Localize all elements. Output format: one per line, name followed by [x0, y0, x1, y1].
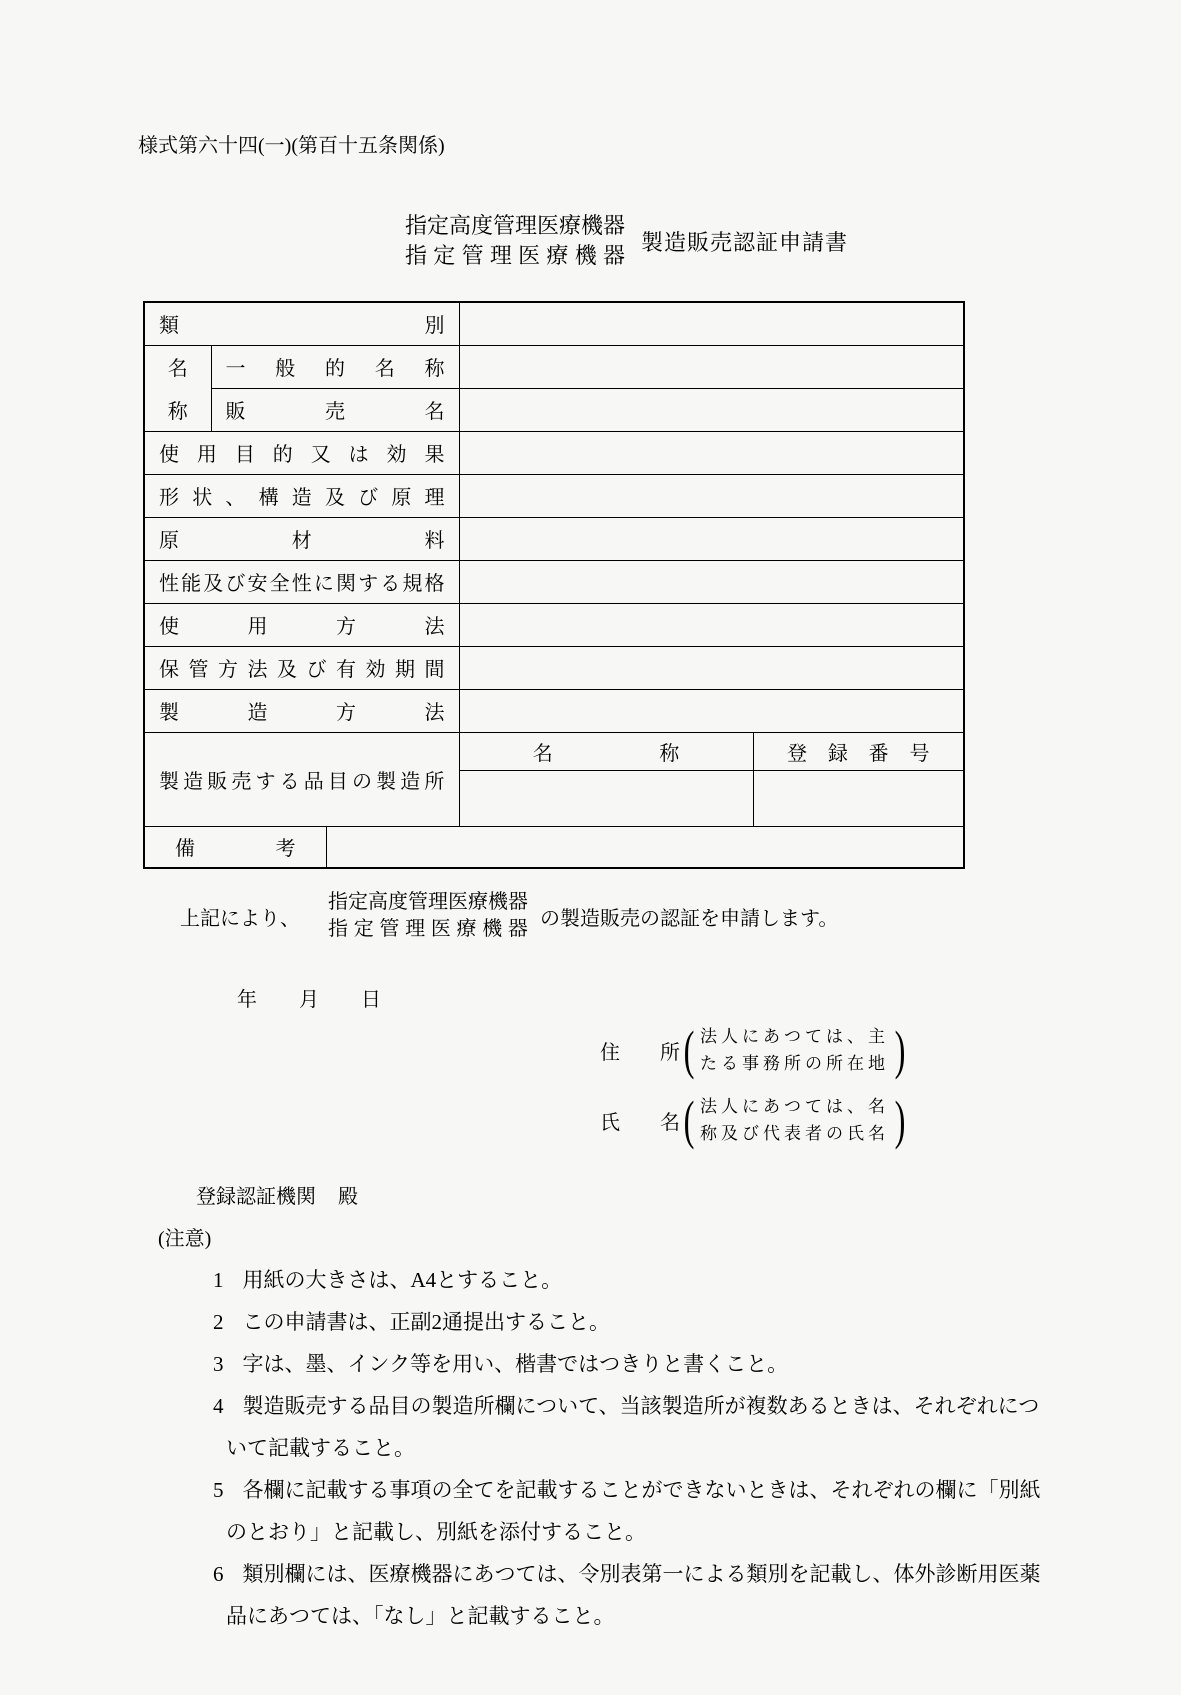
performance-label-cell: 性 能 及 び 安 全 性 に 関 す る 規 格 — [144, 560, 459, 603]
structure-value-cell — [459, 474, 964, 517]
factory-name-header-cell: 名 称 — [459, 732, 753, 770]
category-label-cell: 類 別 — [144, 302, 459, 345]
note-item-5: 5 各欄に記載する事項の全てを記載することができないときは、それぞれの欄に「別紙のとおり」と記載し、別紙を添付すること。 — [213, 1478, 1041, 1544]
storage-value-cell — [459, 646, 964, 689]
title-main: 製造販売認証申請書 — [641, 229, 849, 255]
application-device-types — [328, 889, 528, 943]
application-statement — [180, 889, 1181, 943]
materials-label-cell: 原 材 料 — [144, 517, 459, 560]
generic-name-value-cell — [459, 345, 964, 388]
title-device-line1: 指定高度管理医療機器 — [405, 213, 626, 238]
name-label: 氏 名 — [600, 1111, 680, 1134]
purpose-value-cell — [459, 431, 964, 474]
application-table — [143, 301, 965, 869]
name-group-label-cell: 名 称 — [144, 345, 211, 431]
note-item-3: 3 字は、墨、インク等を用い、楷書ではつきりと書くこと。 — [213, 1352, 789, 1376]
form-code: 様式第六十四(一)(第百十五条関係) — [138, 135, 445, 157]
generic-name-label-cell: 一 般 的 名 称 — [211, 345, 459, 388]
application-device-line1: 指定高度管理医療機器 — [328, 891, 528, 913]
factory-name-value-cell — [459, 770, 753, 826]
address-label: 住 所 — [600, 1041, 680, 1064]
purpose-label-cell: 使 用 目 的 又 は 効 果 — [144, 431, 459, 474]
brand-name-value-cell — [459, 388, 964, 431]
factory-label-cell: 製 造 販 売 す る 品 目 の 製 造 所 — [144, 732, 459, 826]
storage-label-cell: 保 管 方 法 及 び 有 効 期 間 — [144, 646, 459, 689]
application-prefix: 上記により、 — [180, 907, 300, 930]
structure-label-cell: 形 状 、 構 造 及 び 原 理 — [144, 474, 459, 517]
usage-value-cell — [459, 603, 964, 646]
manufacturing-label-cell: 製 造 方 法 — [144, 689, 459, 732]
factory-reg-value-cell — [753, 770, 964, 826]
notes-list — [0, 1259, 1048, 1637]
note-item-6: 6 類別欄には、医療機器にあつては、令別表第一による類別を記載し、体外診断用医薬品にあつては、「なし」と記載すること。 — [213, 1562, 1041, 1628]
name-note: 法人にあつては、名 称及び代表者の氏名 — [699, 1097, 889, 1143]
application-device-line2: 指 定 管 理 医 療 機 器 — [328, 918, 528, 940]
name-row — [600, 1091, 1181, 1149]
note-item-1: 1 用紙の大きさは、A4とすること。 — [213, 1268, 563, 1292]
agency-line — [196, 1183, 1181, 1211]
agency-honorific: 殿 — [338, 1186, 358, 1208]
form-title — [405, 211, 1181, 271]
manufacturing-value-cell — [459, 689, 964, 732]
notice-label: (注意) — [158, 1228, 212, 1250]
date-day-label: 日 — [361, 989, 381, 1011]
factory-reg-header-cell: 登 録 番 号 — [753, 732, 964, 770]
date-year-label: 年 — [237, 989, 257, 1011]
note-item-2: 2 この申請書は、正副2通提出すること。 — [213, 1310, 610, 1334]
agency-name: 登録認証機関 — [196, 1186, 316, 1208]
date-month-label: 月 — [299, 989, 319, 1011]
category-value-cell — [459, 302, 964, 345]
brand-name-label-cell: 販 売 名 — [211, 388, 459, 431]
title-device-line2: 指 定 管 理 医 療 機 器 — [405, 243, 625, 268]
address-paren-close: ) — [894, 1020, 906, 1080]
name-paren-close: ) — [894, 1090, 906, 1150]
date-line — [237, 989, 1181, 1011]
note-item-4: 4 製造販売する品目の製造所欄について、当該製造所が複数あるときは、それぞれについて記載すること。 — [213, 1394, 1040, 1460]
remarks-value-cell — [326, 826, 964, 868]
address-note: 法人にあつては、主 たる事務所の所在地 — [699, 1027, 889, 1073]
performance-value-cell — [459, 560, 964, 603]
address-row — [600, 1021, 1181, 1079]
address-paren-open: ( — [683, 1020, 695, 1080]
name-paren-open: ( — [683, 1090, 695, 1150]
usage-label-cell: 使 用 方 法 — [144, 603, 459, 646]
materials-value-cell — [459, 517, 964, 560]
remarks-label-cell: 備 考 — [144, 826, 326, 868]
title-device-types — [405, 211, 625, 271]
signature-block — [600, 1021, 1181, 1149]
application-suffix: の製造販売の認証を申請します。 — [540, 907, 839, 930]
